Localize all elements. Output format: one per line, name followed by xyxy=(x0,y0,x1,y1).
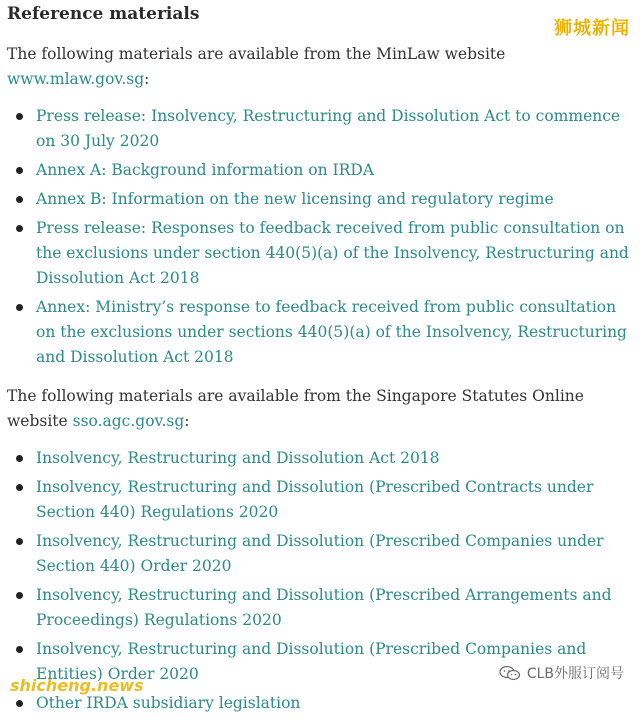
list-item[interactable] xyxy=(7,158,635,183)
watermark-bottom-right xyxy=(499,663,624,683)
section-heading: Reference materials xyxy=(7,4,200,24)
watermark-bottom-left: shicheng.news xyxy=(10,676,144,695)
sso-intro-text: The following materials are available from the Singapore Statutes Online website xyxy=(7,387,584,430)
list-item[interactable] xyxy=(7,187,635,212)
legislation-link[interactable]: Insolvency, Restructuring and Dissolution Act 2018 xyxy=(36,449,440,467)
list-item[interactable] xyxy=(7,475,635,525)
legislation-link[interactable]: Other IRDA subsidiary legislation xyxy=(36,694,301,712)
material-link[interactable]: Press release: Responses to feedback received from public consultation on the exclusions under section 440(5)(a) of the Insolvency, Restructuring and Dissolution Act 2018 xyxy=(36,219,629,287)
bullet-icon xyxy=(16,538,23,545)
list-item[interactable] xyxy=(7,104,635,154)
material-link[interactable]: Annex A: Background information on IRDA xyxy=(36,161,374,179)
bullet-icon xyxy=(16,646,23,653)
legislation-link[interactable]: Insolvency, Restructuring and Dissolution (Prescribed Contracts under Section 440) Regulations 2020 xyxy=(36,478,594,521)
bullet-icon xyxy=(16,167,23,174)
sso-website-link[interactable]: sso.agc.gov.sg xyxy=(72,412,185,430)
bullet-icon xyxy=(16,592,23,599)
minlaw-intro-text: The following materials are available from the MinLaw website xyxy=(7,45,506,63)
material-link[interactable]: Press release: Insolvency, Restructuring and Dissolution Act to commence on 30 July 2020 xyxy=(36,107,621,150)
material-link[interactable]: Annex B: Information on the new licensing and regulatory regime xyxy=(36,190,554,208)
list-item[interactable] xyxy=(7,583,635,633)
minlaw-website-link[interactable]: www.mlaw.gov.sg xyxy=(7,70,145,88)
legislation-link[interactable]: Insolvency, Restructuring and Dissolution (Prescribed Companies and Entities) Order 2020 xyxy=(36,640,587,683)
bullet-icon xyxy=(16,196,23,203)
material-link[interactable]: Annex: Ministry’s response to feedback received from public consultation on the exclusions under sections 440(5)(a) of the Insolvency, Restructuring and Dissolution Act 2018 xyxy=(36,298,627,366)
sso-intro-suffix: : xyxy=(184,412,190,430)
bullet-icon xyxy=(16,113,23,120)
wechat-icon xyxy=(499,665,521,681)
legislation-link[interactable]: Insolvency, Restructuring and Dissolution (Prescribed Arrangements and Proceedings) Regulations 2020 xyxy=(36,586,612,629)
list-item[interactable] xyxy=(7,295,635,370)
watermark-account-name: CLB外服订阅号 xyxy=(526,666,624,682)
minlaw-intro xyxy=(7,42,635,92)
minlaw-materials-list xyxy=(7,104,635,370)
minlaw-intro-suffix: : xyxy=(144,70,150,88)
bullet-icon xyxy=(16,304,23,311)
bullet-icon xyxy=(16,455,23,462)
watermark-top-right: 狮城新闻 xyxy=(554,18,630,39)
bullet-icon xyxy=(16,484,23,491)
sso-intro xyxy=(7,384,635,434)
reference-section xyxy=(7,2,635,720)
list-item[interactable] xyxy=(7,446,635,471)
bullet-icon xyxy=(16,225,23,232)
list-item[interactable] xyxy=(7,216,635,291)
list-item[interactable] xyxy=(7,529,635,579)
bullet-icon xyxy=(16,700,23,707)
legislation-link[interactable]: Insolvency, Restructuring and Dissolution (Prescribed Companies under Section 440) Order 2020 xyxy=(36,532,604,575)
